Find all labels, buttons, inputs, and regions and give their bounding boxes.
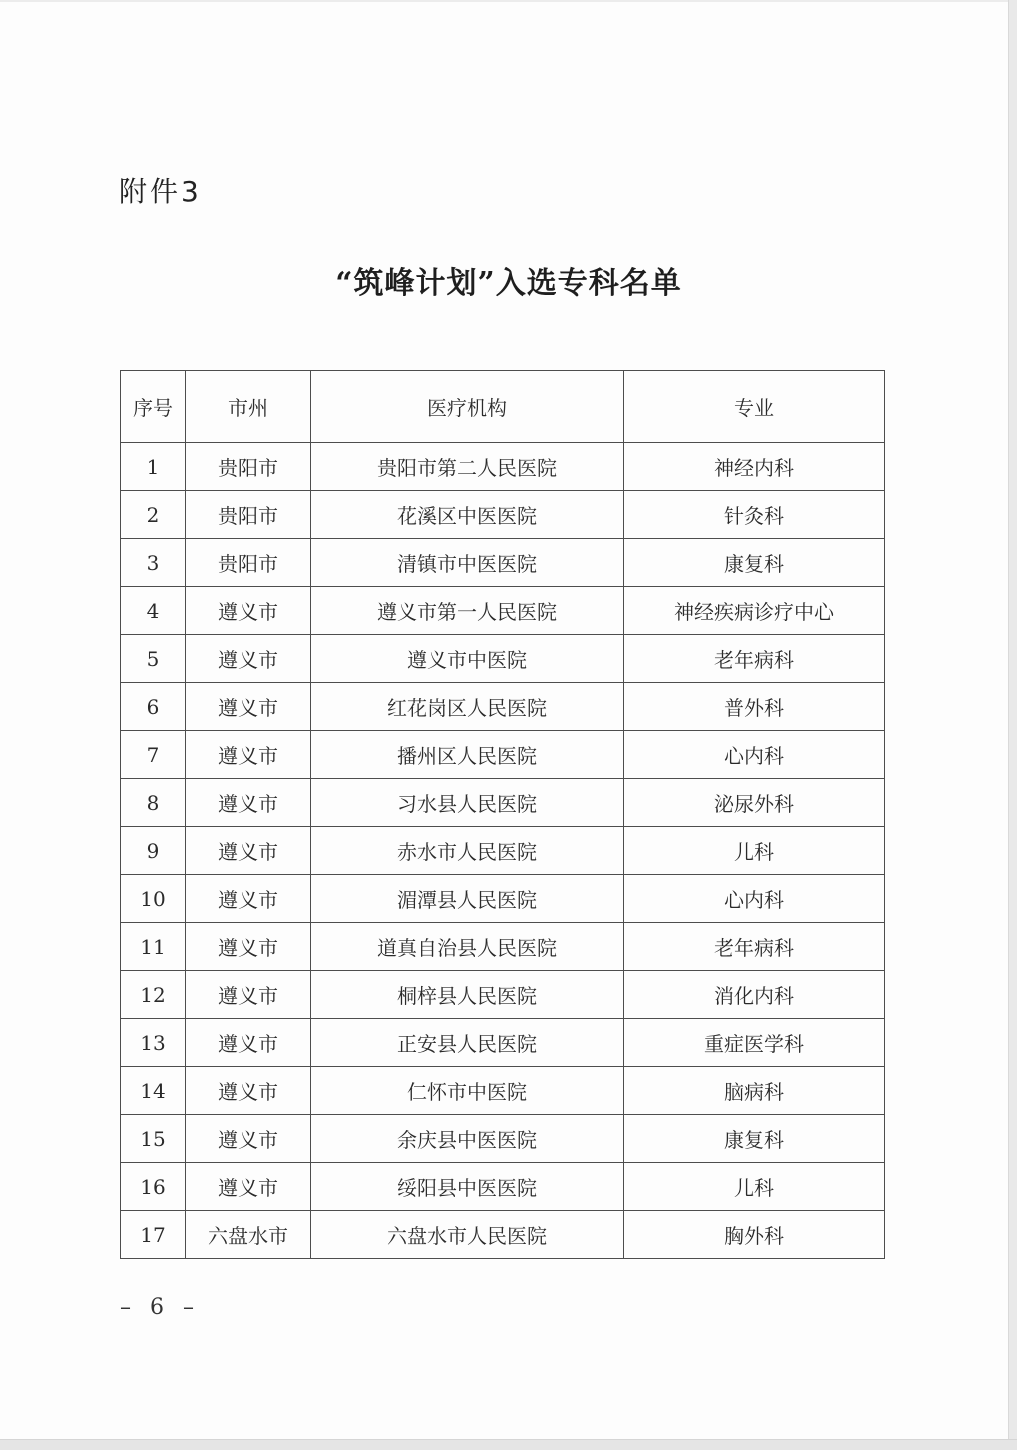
header-city: 市州: [186, 371, 311, 443]
cell-specialty: 脑病科: [624, 1067, 885, 1115]
scan-edge-top: [0, 0, 1017, 2]
cell-no: 14: [121, 1067, 186, 1115]
cell-institution: 赤水市人民医院: [311, 827, 624, 875]
cell-city: 遵义市: [186, 587, 311, 635]
cell-specialty: 儿科: [624, 827, 885, 875]
cell-specialty: 康复科: [624, 1115, 885, 1163]
cell-no: 13: [121, 1019, 186, 1067]
cell-no: 15: [121, 1115, 186, 1163]
cell-city: 遵义市: [186, 731, 311, 779]
specialty-table: [120, 370, 885, 1259]
cell-specialty: 老年病科: [624, 923, 885, 971]
table-header: [121, 371, 885, 443]
cell-institution: 仁怀市中医院: [311, 1067, 624, 1115]
table-row: [121, 971, 885, 1019]
table-row: [121, 491, 885, 539]
table-row: [121, 875, 885, 923]
cell-no: 5: [121, 635, 186, 683]
table-row: [121, 731, 885, 779]
cell-institution: 播州区人民医院: [311, 731, 624, 779]
attachment-label: 附件3: [119, 175, 202, 208]
table-body: [121, 443, 885, 1259]
cell-specialty: 神经疾病诊疗中心: [624, 587, 885, 635]
cell-institution: 桐梓县人民医院: [311, 971, 624, 1019]
scan-edge-bottom: [0, 1439, 1017, 1450]
table-row: [121, 1019, 885, 1067]
header-specialty: 专业: [624, 371, 885, 443]
cell-institution: 红花岗区人民医院: [311, 683, 624, 731]
cell-city: 遵义市: [186, 635, 311, 683]
cell-institution: 习水县人民医院: [311, 779, 624, 827]
cell-institution: 贵阳市第二人民医院: [311, 443, 624, 491]
cell-city: 遵义市: [186, 683, 311, 731]
cell-city: 遵义市: [186, 971, 311, 1019]
table-row: [121, 443, 885, 491]
cell-institution: 清镇市中医医院: [311, 539, 624, 587]
cell-no: 12: [121, 971, 186, 1019]
cell-no: 10: [121, 875, 186, 923]
cell-institution: 正安县人民医院: [311, 1019, 624, 1067]
cell-institution: 遵义市中医院: [311, 635, 624, 683]
cell-specialty: 针灸科: [624, 491, 885, 539]
cell-city: 遵义市: [186, 923, 311, 971]
page-number: – 6 –: [120, 1295, 200, 1320]
page-title: “筑峰计划”入选专科名单: [335, 266, 682, 301]
cell-specialty: 重症医学科: [624, 1019, 885, 1067]
cell-institution: 绥阳县中医医院: [311, 1163, 624, 1211]
cell-city: 遵义市: [186, 1067, 311, 1115]
cell-city: 遵义市: [186, 779, 311, 827]
cell-specialty: 消化内科: [624, 971, 885, 1019]
cell-city: 遵义市: [186, 875, 311, 923]
cell-no: 17: [121, 1211, 186, 1259]
cell-specialty: 心内科: [624, 731, 885, 779]
cell-institution: 遵义市第一人民医院: [311, 587, 624, 635]
cell-city: 贵阳市: [186, 443, 311, 491]
cell-institution: 湄潭县人民医院: [311, 875, 624, 923]
table-row: [121, 1115, 885, 1163]
cell-specialty: 胸外科: [624, 1211, 885, 1259]
table-row: [121, 1211, 885, 1259]
cell-institution: 六盘水市人民医院: [311, 1211, 624, 1259]
cell-city: 遵义市: [186, 827, 311, 875]
cell-no: 6: [121, 683, 186, 731]
cell-no: 1: [121, 443, 186, 491]
cell-specialty: 普外科: [624, 683, 885, 731]
cell-no: 8: [121, 779, 186, 827]
cell-specialty: 心内科: [624, 875, 885, 923]
cell-city: 六盘水市: [186, 1211, 311, 1259]
cell-specialty: 泌尿外科: [624, 779, 885, 827]
table-row: [121, 635, 885, 683]
table-row: [121, 1067, 885, 1115]
cell-city: 贵阳市: [186, 539, 311, 587]
cell-institution: 余庆县中医医院: [311, 1115, 624, 1163]
cell-city: 遵义市: [186, 1115, 311, 1163]
cell-no: 3: [121, 539, 186, 587]
scan-edge-right: [1008, 0, 1017, 1450]
table-row: [121, 827, 885, 875]
cell-specialty: 老年病科: [624, 635, 885, 683]
table-row: [121, 923, 885, 971]
table-header-row: [121, 371, 885, 443]
table-row: [121, 779, 885, 827]
cell-city: 遵义市: [186, 1019, 311, 1067]
cell-no: 7: [121, 731, 186, 779]
header-institution: 医疗机构: [311, 371, 624, 443]
cell-city: 贵阳市: [186, 491, 311, 539]
cell-specialty: 康复科: [624, 539, 885, 587]
cell-no: 9: [121, 827, 186, 875]
table-row: [121, 539, 885, 587]
cell-specialty: 神经内科: [624, 443, 885, 491]
header-no: 序号: [121, 371, 186, 443]
cell-no: 16: [121, 1163, 186, 1211]
table-row: [121, 587, 885, 635]
table-row: [121, 1163, 885, 1211]
cell-specialty: 儿科: [624, 1163, 885, 1211]
cell-city: 遵义市: [186, 1163, 311, 1211]
cell-institution: 道真自治县人民医院: [311, 923, 624, 971]
cell-no: 11: [121, 923, 186, 971]
cell-no: 2: [121, 491, 186, 539]
cell-no: 4: [121, 587, 186, 635]
table-row: [121, 683, 885, 731]
cell-institution: 花溪区中医医院: [311, 491, 624, 539]
